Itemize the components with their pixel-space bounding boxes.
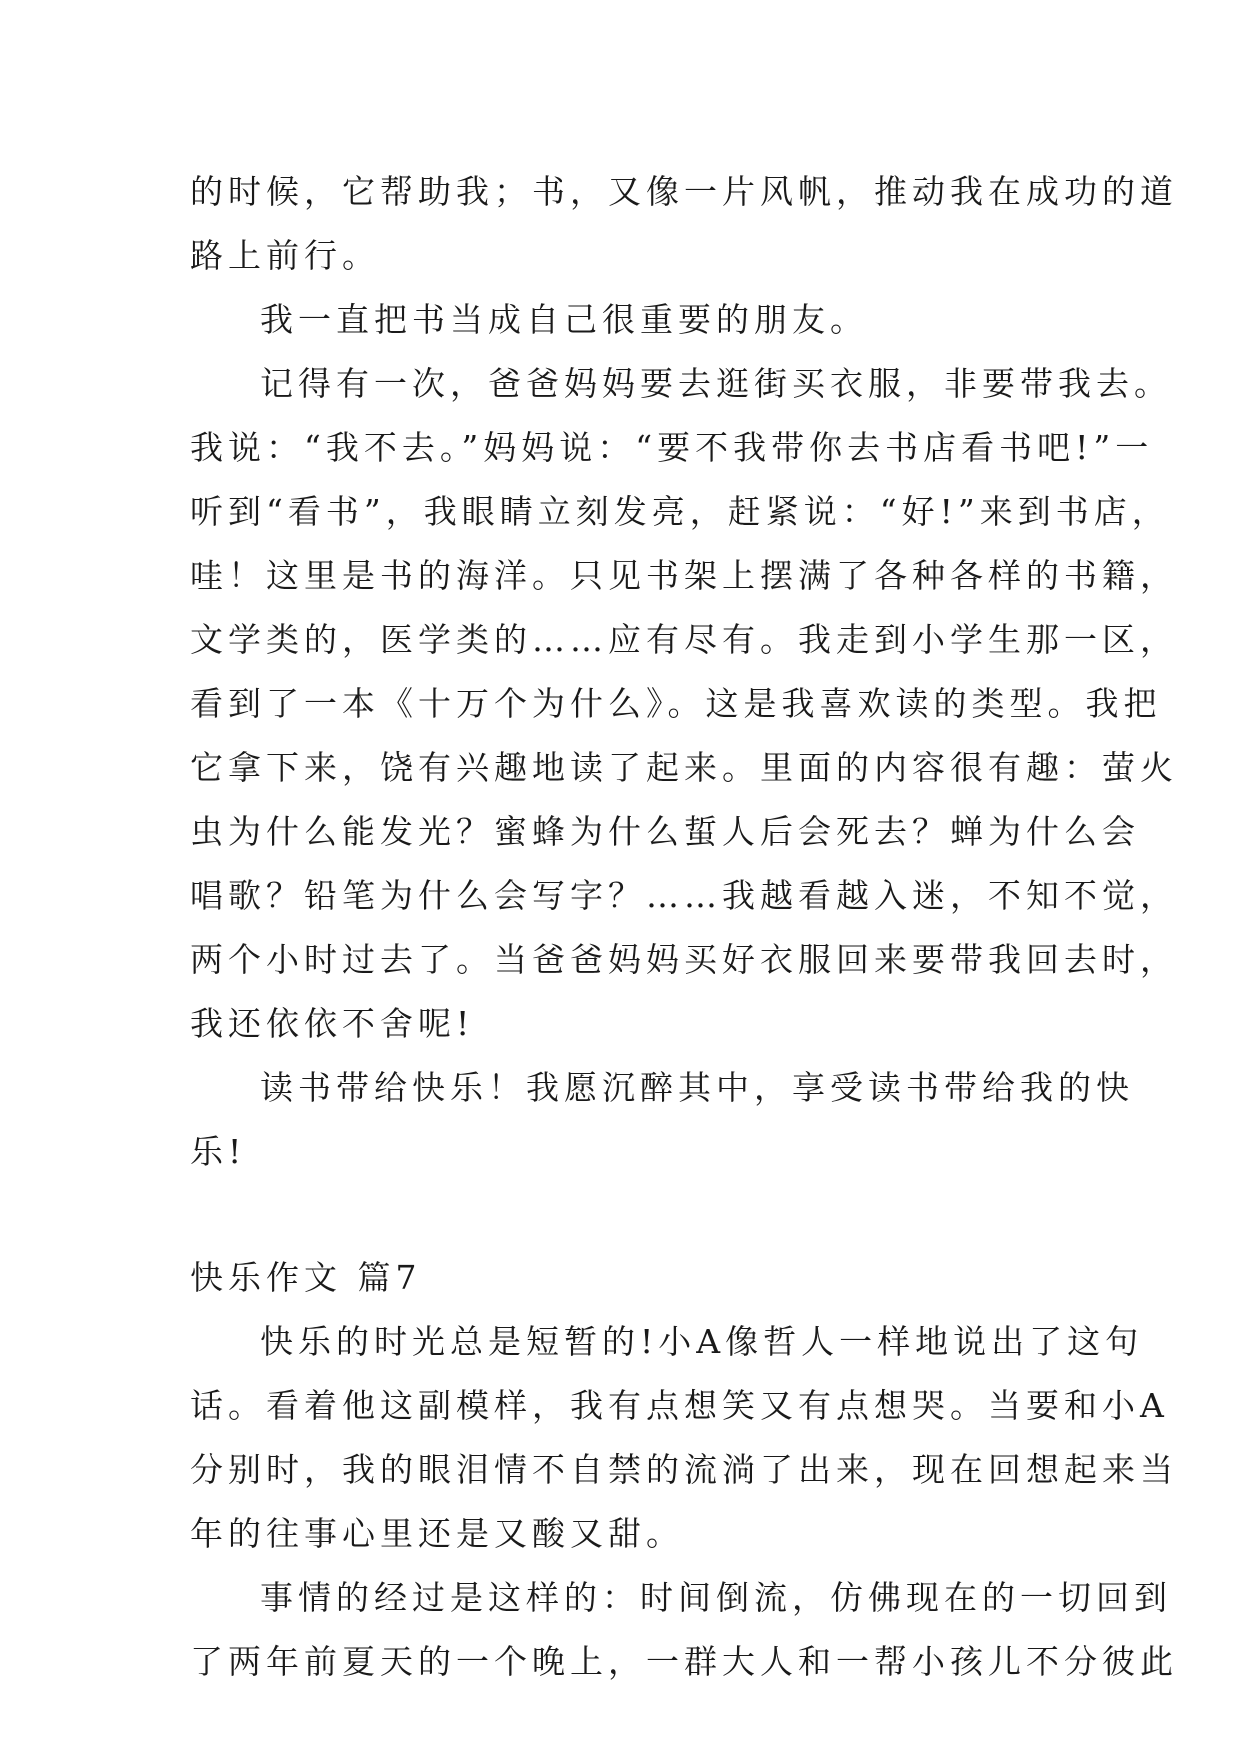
text-line: 我还依依不舍呢! (190, 1004, 475, 1043)
text-line: 我说：“我不去。”妈妈说：“要不我带你去书店看书吧!”一 (190, 428, 1154, 467)
text-line: 看到了一本《十万个为什么》。这是我喜欢读的类型。我把 (190, 684, 1162, 723)
text-line: 记得有一次，爸爸妈妈要去逛街买衣服，非要带我去。 (260, 364, 1172, 403)
text-line: 文学类的，医学类的……应有尽有。我走到小学生那一区， (190, 620, 1178, 659)
section-heading: 快乐作文 篇7 (190, 1258, 422, 1297)
text-line: 年的往事心里还是又酸又甜。 (190, 1514, 684, 1553)
text-line: 虫为什么能发光？蜜蜂为什么蜇人后会死去？蝉为什么会 (190, 812, 1140, 851)
paragraph (190, 288, 1060, 352)
text-line: 分别时，我的眼泪情不自禁的流淌了出来，现在回想起来当 (190, 1450, 1178, 1489)
text-line: 事情的经过是这样的：时间倒流，仿佛现在的一切回到 (260, 1578, 1172, 1617)
document-page (190, 160, 1178, 1694)
text-line: 乐! (190, 1132, 247, 1171)
text-line: 话。看着他这副模样，我有点想笑又有点想哭。当要和小A (190, 1386, 1169, 1425)
paragraph (190, 1566, 1178, 1694)
paragraph (190, 160, 1178, 288)
text-line: 快乐的时光总是短暂的!小A像哲人一样地说出了这句 (260, 1322, 1144, 1361)
text-line: 听到“看书”，我眼睛立刻发亮，赶紧说：“好!”来到书店， (190, 492, 1170, 531)
paragraph (190, 352, 1178, 1056)
text-line: 它拿下来，饶有兴趣地读了起来。里面的内容很有趣：萤火 (190, 748, 1178, 787)
text-line: 哇！这里是书的海洋。只见书架上摆满了各种各样的书籍， (190, 556, 1178, 595)
text-line: 两个小时过去了。当爸爸妈妈买好衣服回来要带我回去时， (190, 940, 1178, 979)
paragraph (190, 1056, 1134, 1184)
text-line: 读书带给快乐！我愿沉醉其中，享受读书带给我的快 (260, 1068, 1134, 1107)
text-line: 了两年前夏天的一个晚上，一群大人和一帮小孩儿不分彼此 (190, 1642, 1178, 1681)
text-line: 我一直把书当成自己很重要的朋友。 (260, 300, 868, 339)
text-line: 唱歌？铅笔为什么会写字？……我越看越入迷，不知不觉， (190, 876, 1178, 915)
paragraph (190, 1310, 1178, 1566)
text-line: 的时候，它帮助我；书，又像一片风帆，推动我在成功的道 (190, 172, 1178, 211)
text-line: 路上前行。 (190, 236, 380, 275)
